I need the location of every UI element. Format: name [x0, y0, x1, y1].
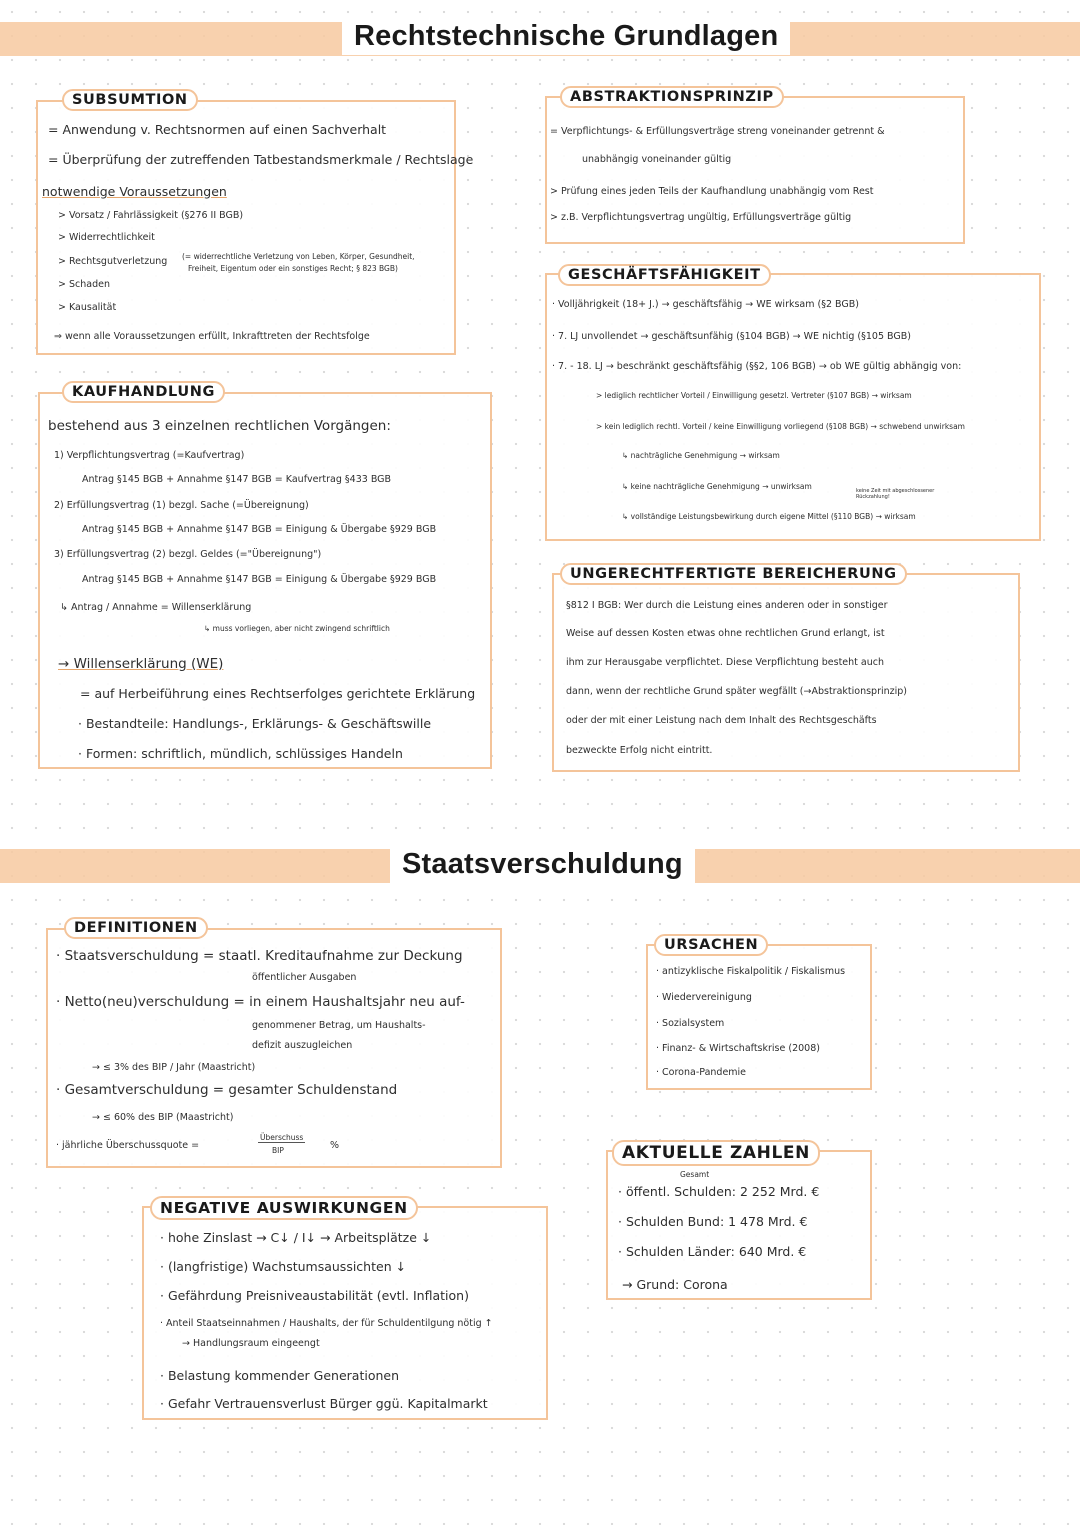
kaufhandlung-line: · Formen: schriftlich, mündlich, schlüssiges Handeln	[78, 746, 403, 761]
subsumtion-line: > Widerrechtlichkeit	[58, 232, 155, 243]
subsumtion-line: > Kausalität	[58, 302, 117, 313]
definitionen-line: %	[330, 1140, 340, 1151]
auswirkungen-line: · Anteil Staatseinnahmen / Haushalts, der für Schuldentilgung nötig ↑	[160, 1318, 493, 1329]
kaufhandlung-title: KAUFHANDLUNG	[62, 381, 225, 403]
bereicherung-line: bezweckte Erfolg nicht eintritt.	[566, 745, 713, 756]
definitionen-line: öffentlicher Ausgaben	[252, 972, 357, 983]
geschaeftsfaehigkeit-line: keine Zeit mit abgeschlossener Rückzahlung!	[856, 488, 935, 500]
kaufhandlung-line: Antrag §145 BGB + Annahme §147 BGB = Einigung & Übergabe §929 BGB	[82, 524, 437, 535]
zahlen-line: · öffentl. Schulden: 2 252 Mrd. €	[618, 1184, 820, 1199]
definitionen-line: · Gesamtverschuldung = gesamter Schuldenstand	[56, 1082, 398, 1098]
ursachen-line: · antizyklische Fiskalpolitik / Fiskalismus	[656, 966, 846, 977]
geschaeftsfaehigkeit-line: ↳ vollständige Leistungsbewirkung durch eigene Mittel (§110 BGB) → wirksam	[622, 512, 916, 521]
kaufhandlung-line: ↳ Antrag / Annahme = Willenserklärung	[60, 602, 252, 613]
auswirkungen-line: · hohe Zinslast → C↓ / I↓ → Arbeitsplätze ↓	[160, 1230, 432, 1245]
ursachen-line: · Finanz- & Wirtschaftskrise (2008)	[656, 1043, 820, 1054]
geschaeftsfaehigkeit-line: · Volljährigkeit (18+ J.) → geschäftsfähig → WE wirksam (§2 BGB)	[552, 299, 859, 310]
zahlen-line: · Schulden Bund: 1 478 Mrd. €	[618, 1214, 808, 1229]
definitionen-line: genommener Betrag, um Haushalts-	[252, 1020, 426, 1031]
auswirkungen-title: NEGATIVE AUSWIRKUNGEN	[150, 1196, 418, 1220]
abstraktionsprinzip-line: unabhängig voneinander gültig	[582, 154, 732, 165]
bereicherung-line: oder der mit einer Leistung nach dem Inhalt des Rechtsgeschäfts	[566, 715, 877, 726]
bereicherung-title: UNGERECHTFERTIGTE BEREICHERUNG	[560, 563, 907, 585]
auswirkungen-line: · (langfristige) Wachstumsaussichten ↓	[160, 1259, 407, 1274]
kaufhandlung-line: bestehend aus 3 einzelnen rechtlichen Vorgängen:	[48, 418, 391, 434]
subsumtion-box	[36, 100, 456, 355]
kaufhandlung-line: 2) Erfüllungsvertrag (1) bezgl. Sache (=Übereignung)	[54, 500, 309, 511]
section-title-rechtstechnische-grundlagen: Rechtstechnische Grundlagen	[342, 18, 790, 55]
ursachen-line: · Wiedervereinigung	[656, 992, 752, 1003]
subsumtion-line: > Schaden	[58, 279, 110, 290]
subsumtion-line: = Überprüfung der zutreffenden Tatbestandsmerkmale / Rechtslage	[48, 152, 474, 167]
ursachen-line: · Corona-Pandemie	[656, 1067, 747, 1078]
subsumtion-line: (= widerrechtliche Verletzung von Leben, Körper, Gesundheit,	[182, 252, 415, 261]
kaufhandlung-line: 3) Erfüllungsvertrag (2) bezgl. Geldes (="Übereignung")	[54, 549, 322, 560]
kaufhandlung-line: → Willenserklärung (WE)	[58, 656, 224, 672]
definitionen-line: · jährliche Überschussquote =	[56, 1140, 200, 1151]
kaufhandlung-line: = auf Herbeiführung eines Rechtserfolges gerichtete Erklärung	[80, 686, 476, 701]
subsumtion-line: = Anwendung v. Rechtsnormen auf einen Sachverhalt	[48, 122, 387, 137]
geschaeftsfaehigkeit-line: ↳ keine nachträgliche Genehmigung → unwirksam	[622, 482, 812, 491]
definitionen-title: DEFINITIONEN	[64, 917, 208, 939]
subsumtion-title: SUBSUMTION	[62, 89, 198, 111]
geschaeftsfaehigkeit-line: > lediglich rechtlicher Vorteil / Einwilligung gesetzl. Vertreter (§107 BGB) → wirksam	[596, 391, 912, 400]
abstraktionsprinzip-line: > z.B. Verpflichtungsvertrag ungültig, Erfüllungsverträge gültig	[550, 212, 852, 223]
subsumtion-line: notwendige Voraussetzungen	[42, 184, 227, 199]
bereicherung-line: §812 I BGB: Wer durch die Leistung eines anderen oder in sonstiger	[566, 600, 888, 611]
ursachen-line: · Sozialsystem	[656, 1018, 725, 1029]
zahlen-line: → Grund: Corona	[622, 1277, 728, 1292]
geschaeftsfaehigkeit-line: · 7. LJ unvollendet → geschäftsunfähig (§104 BGB) → WE nichtig (§105 BGB)	[552, 331, 911, 342]
subsumtion-line: > Vorsatz / Fahrlässigkeit (§276 II BGB)	[58, 210, 244, 221]
kaufhandlung-line: 1) Verpflichtungsvertrag (=Kaufvertrag)	[54, 450, 245, 461]
abstraktionsprinzip-line: = Verpflichtungs- & Erfüllungsverträge streng voneinander getrennt &	[550, 126, 885, 137]
definitionen-fraction-denominator: BIP	[272, 1146, 284, 1155]
kaufhandlung-line: · Bestandteile: Handlungs-, Erklärungs- & Geschäftswille	[78, 716, 432, 731]
zahlen-title: AKTUELLE ZAHLEN	[612, 1140, 820, 1166]
subsumtion-line: > Rechtsgutverletzung	[58, 256, 168, 267]
section-title-staatsverschuldung: Staatsverschuldung	[390, 846, 695, 883]
definitionen-line: · Staatsverschuldung = staatl. Kreditaufnahme zur Deckung	[56, 948, 463, 964]
geschaeftsfaehigkeit-line: > kein lediglich rechtl. Vorteil / keine Einwilligung vorliegend (§108 BGB) → schwebend unwirksam	[596, 422, 965, 431]
kaufhandlung-line: ↳ muss vorliegen, aber nicht zwingend schriftlich	[204, 624, 390, 633]
auswirkungen-line: · Belastung kommender Generationen	[160, 1368, 400, 1383]
abstraktionsprinzip-title: ABSTRAKTIONSPRINZIP	[560, 86, 784, 108]
geschaeftsfaehigkeit-title: GESCHÄFTSFÄHIGKEIT	[558, 264, 771, 286]
definitionen-line: · Netto(neu)verschuldung = in einem Haushaltsjahr neu auf-	[56, 994, 465, 1010]
bereicherung-line: ihm zur Herausgabe verpflichtet. Diese Verpflichtung besteht auch	[566, 657, 884, 668]
definitionen-line: → ≤ 3% des BIP / Jahr (Maastricht)	[92, 1062, 256, 1073]
subsumtion-line: Freiheit, Eigentum oder ein sonstiges Recht; § 823 BGB)	[188, 264, 398, 273]
definitionen-fraction-numerator: Überschuss	[260, 1133, 304, 1142]
bereicherung-line: dann, wenn der rechtliche Grund später wegfällt (→Abstraktionsprinzip)	[566, 686, 908, 697]
auswirkungen-line: · Gefahr Vertrauensverlust Bürger ggü. Kapitalmarkt	[160, 1396, 488, 1411]
abstraktionsprinzip-line: > Prüfung eines jeden Teils der Kaufhandlung unabhängig vom Rest	[550, 186, 874, 197]
definitionen-line: → ≤ 60% des BIP (Maastricht)	[92, 1112, 234, 1123]
bereicherung-line: Weise auf dessen Kosten etwas ohne rechtlichen Grund erlangt, ist	[566, 628, 885, 639]
auswirkungen-line: → Handlungsraum eingeengt	[182, 1338, 320, 1349]
ursachen-title: URSACHEN	[654, 934, 768, 956]
geschaeftsfaehigkeit-box	[545, 273, 1041, 541]
auswirkungen-line: · Gefährdung Preisniveaustabilität (evtl. Inflation)	[160, 1288, 469, 1303]
definitionen-line: defizit auszugleichen	[252, 1040, 353, 1051]
kaufhandlung-line: Antrag §145 BGB + Annahme §147 BGB = Einigung & Übergabe §929 BGB	[82, 574, 437, 585]
zahlen-note: Gesamt	[680, 1170, 710, 1179]
kaufhandlung-line: Antrag §145 BGB + Annahme §147 BGB = Kaufvertrag §433 BGB	[82, 474, 392, 485]
zahlen-line: · Schulden Länder: 640 Mrd. €	[618, 1244, 807, 1259]
geschaeftsfaehigkeit-line: · 7. - 18. LJ → beschränkt geschäftsfähig (§§2, 106 BGB) → ob WE gültig abhängig von:	[552, 361, 962, 372]
subsumtion-line: ⇒ wenn alle Voraussetzungen erfüllt, Inkrafttreten der Rechtsfolge	[54, 331, 370, 342]
geschaeftsfaehigkeit-line: ↳ nachträgliche Genehmigung → wirksam	[622, 451, 780, 460]
